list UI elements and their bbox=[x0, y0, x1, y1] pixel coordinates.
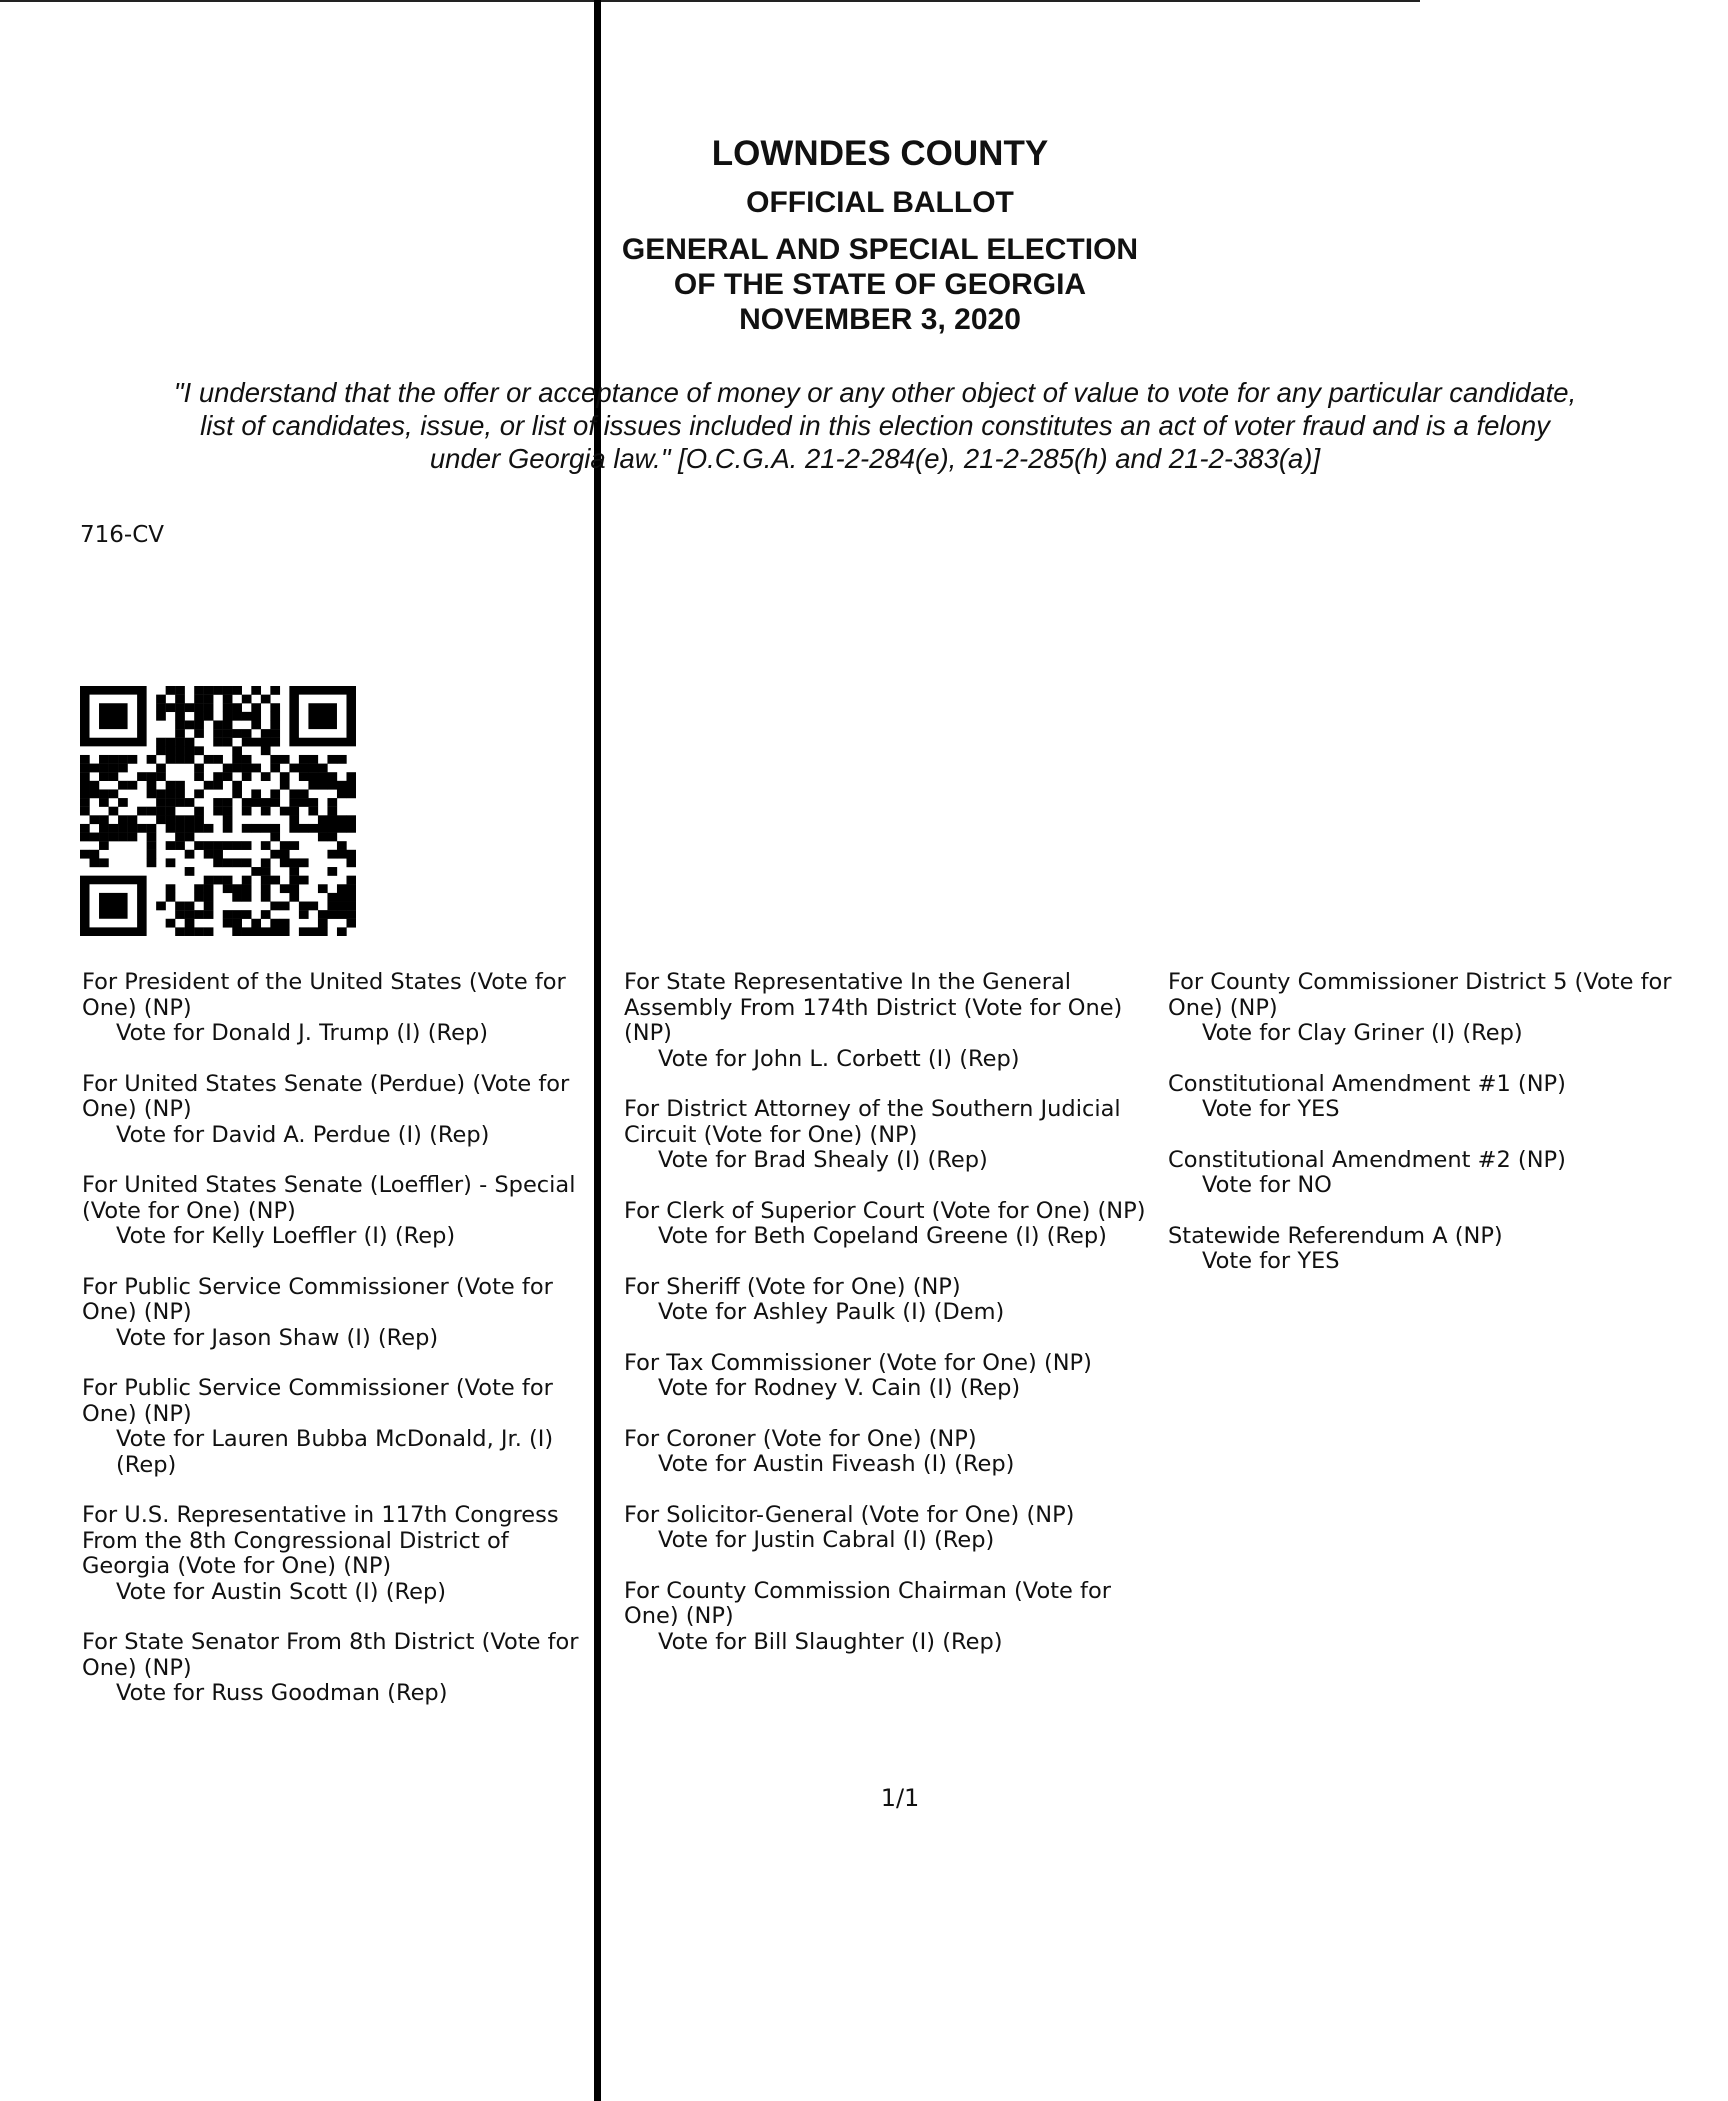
contest-selection: Vote for Brad Shealy (I) (Rep) bbox=[658, 1147, 988, 1173]
contest-item bbox=[624, 1503, 1164, 1554]
contest-selection: Vote for Ashley Paulk (I) (Dem) bbox=[658, 1299, 1005, 1325]
contest-selection: Vote for NO bbox=[1202, 1172, 1332, 1198]
contest-selection: Vote for Russ Goodman (Rep) bbox=[116, 1680, 448, 1706]
election-title-line2: OF THE STATE OF GEORGIA bbox=[673, 268, 1087, 301]
contest-item bbox=[624, 1275, 1164, 1326]
page-number: 1/1 bbox=[880, 1784, 920, 1812]
contest-selection: Vote for Bill Slaughter (I) (Rep) bbox=[658, 1628, 1003, 1655]
contest-office: For State Senator From 8th District (Vote for One) (NP) bbox=[82, 1629, 579, 1681]
contest-office: Constitutional Amendment #2 (NP) bbox=[1168, 1146, 1566, 1173]
contest-selection: Vote for Donald J. Trump (I) (Rep) bbox=[116, 1020, 489, 1046]
contest-item bbox=[1168, 970, 1688, 1047]
contest-item bbox=[1168, 1224, 1688, 1275]
contest-office: For President of the United States (Vote for One) (NP) bbox=[82, 969, 566, 1021]
contest-selection: Vote for Austin Scott (I) (Rep) bbox=[116, 1578, 447, 1605]
contest-item bbox=[624, 1427, 1164, 1478]
contest-item bbox=[624, 1199, 1164, 1250]
contest-office: For County Commissioner District 5 (Vote for One) (NP) bbox=[1168, 969, 1672, 1021]
contest-office: For Sheriff (Vote for One) (NP) bbox=[624, 1273, 961, 1300]
ballot-style-code: 716-CV bbox=[80, 522, 164, 548]
oath-line2: list of candidates, issue, or list of issues included in this election constitutes an act of voter fraud and is a felony bbox=[200, 410, 1550, 441]
contest-selection: Vote for Lauren Bubba McDonald, Jr. (I) (Rep) bbox=[116, 1426, 554, 1478]
election-date: NOVEMBER 3, 2020 bbox=[739, 303, 1021, 336]
contest-office: For County Commission Chairman (Vote for One) (NP) bbox=[624, 1577, 1111, 1629]
contest-column-3 bbox=[1168, 970, 1688, 1300]
contest-selection: Vote for Jason Shaw (I) (Rep) bbox=[116, 1324, 439, 1351]
contest-office: For Solicitor-General (Vote for One) (NP) bbox=[624, 1501, 1075, 1528]
voter-fraud-oath bbox=[70, 376, 1680, 475]
oath-line3: under Georgia law." [O.C.G.A. 21-2-284(e), 21-2-285(h) and 21-2-383(a)] bbox=[429, 443, 1321, 474]
contest-office: For Clerk of Superior Court (Vote for One) (NP) bbox=[624, 1197, 1146, 1224]
contest-office: For State Representative In the General Assembly From 174th District (Vote for One) (NP) bbox=[624, 969, 1123, 1046]
contest-selection: Vote for Clay Griner (I) (Rep) bbox=[1202, 1020, 1523, 1046]
contest-column-2 bbox=[624, 970, 1164, 1680]
contest-selection: Vote for Austin Fiveash (I) (Rep) bbox=[658, 1451, 1015, 1477]
contest-office: For Tax Commissioner (Vote for One) (NP) bbox=[624, 1349, 1092, 1376]
contest-item bbox=[82, 1072, 594, 1149]
ballot-header bbox=[580, 132, 1180, 337]
qr-code-icon bbox=[80, 686, 356, 936]
oath-line1: "I understand that the offer or acceptance of money or any other object of value to vote for any particular candidate, bbox=[173, 377, 1577, 408]
top-rule bbox=[0, 0, 1420, 2]
contest-selection: Vote for Rodney V. Cain (I) (Rep) bbox=[658, 1375, 1021, 1401]
contest-selection: Vote for YES bbox=[1202, 1248, 1340, 1274]
contest-office: Statewide Referendum A (NP) bbox=[1168, 1222, 1503, 1249]
ballot-type: OFFICIAL BALLOT bbox=[746, 186, 1014, 219]
contest-selection: Vote for Beth Copeland Greene (I) (Rep) bbox=[658, 1223, 1107, 1249]
contest-selection: Vote for YES bbox=[1202, 1096, 1340, 1122]
county-title: LOWNDES COUNTY bbox=[711, 134, 1049, 173]
contest-selection: Vote for Justin Cabral (I) (Rep) bbox=[658, 1527, 995, 1553]
contest-item bbox=[82, 1630, 594, 1707]
contest-office: For United States Senate (Perdue) (Vote for One) (NP) bbox=[82, 1070, 570, 1122]
contest-office: For District Attorney of the Southern Judicial Circuit (Vote for One) (NP) bbox=[624, 1096, 1121, 1148]
contest-column-1 bbox=[82, 970, 594, 1732]
contest-office: For Public Service Commissioner (Vote for One) (NP) bbox=[82, 1273, 553, 1325]
contest-item bbox=[624, 1579, 1164, 1656]
contest-item bbox=[1168, 1148, 1688, 1199]
contest-item bbox=[82, 1376, 594, 1478]
contest-item bbox=[82, 1173, 594, 1250]
contest-item bbox=[82, 1503, 594, 1605]
contest-selection: Vote for Kelly Loeffler (I) (Rep) bbox=[116, 1223, 456, 1249]
contest-office: For Public Service Commissioner (Vote for One) (NP) bbox=[82, 1375, 553, 1427]
election-title-line1: GENERAL AND SPECIAL ELECTION bbox=[621, 233, 1139, 266]
contest-office: For United States Senate (Loeffler) - Special (Vote for One) (NP) bbox=[82, 1172, 576, 1224]
contest-item bbox=[1168, 1072, 1688, 1123]
contest-item bbox=[624, 1097, 1164, 1174]
contest-item bbox=[624, 1351, 1164, 1402]
contest-office: For U.S. Representative in 117th Congress From the 8th Congressional District of Georgia (Vote for One) (NP) bbox=[82, 1502, 559, 1579]
contest-item bbox=[82, 970, 594, 1047]
contest-selection: Vote for David A. Perdue (I) (Rep) bbox=[116, 1121, 490, 1148]
contest-selection: Vote for John L. Corbett (I) (Rep) bbox=[658, 1045, 1020, 1072]
contest-item bbox=[82, 1275, 594, 1352]
contest-office: For Coroner (Vote for One) (NP) bbox=[624, 1425, 977, 1452]
contest-item bbox=[624, 970, 1164, 1072]
contest-office: Constitutional Amendment #1 (NP) bbox=[1168, 1070, 1566, 1097]
